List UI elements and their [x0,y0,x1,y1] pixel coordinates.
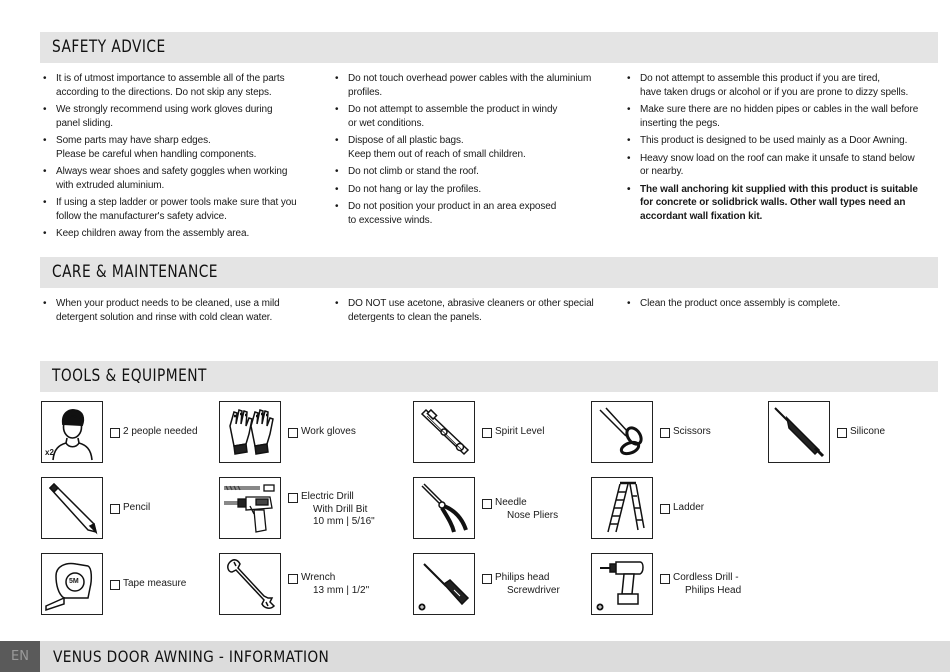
bullet-line: • Do not hang or lay the profiles. [348,183,481,195]
safety-column-3 [627,72,927,227]
bullet-line: • If using a step ladder or power tools make sure that you [56,197,297,208]
tool-label [301,426,356,439]
tool-label-line: Work gloves [301,426,356,437]
bullet-item [335,134,615,161]
bullet-line: have taken drugs or alcohol or if you are prone to dizzy spells. [640,86,909,98]
bullet-line: • Always wear shoes and safety goggles when working [56,166,288,177]
bullet-item [43,134,323,161]
bullet-line: • DO NOT use acetone, abrasive cleaners or other special [348,298,594,309]
care-title: CARE & MAINTENANCE [52,262,218,282]
care-column-1 [43,297,323,328]
tool-label-line: Philips Head [685,584,742,596]
tool-label [301,491,375,529]
tool-label-line: Spirit Level [495,426,545,437]
ladder-icon [591,477,653,539]
checkbox-scissors[interactable] [660,428,670,438]
work-gloves-icon [219,401,281,463]
bullet-line: profiles. [348,86,383,98]
bullet-line: • Do not attempt to assemble this product if you are tired, [640,73,880,84]
bullet-line: • Clean the product once assembly is complete. [640,298,841,309]
bullet-line: Please be careful when handling components. [56,148,257,160]
needle-nose-pliers-icon [413,477,475,539]
bullet-line: or nearby. [640,166,684,177]
tool-label-line: 2 people needed [123,426,198,437]
checkbox-pencil[interactable] [110,504,120,514]
bullet-item [627,183,927,224]
checkbox-silicone[interactable] [837,428,847,438]
checkbox-drill[interactable] [288,493,298,503]
tool-label-line: 13 mm | 1/2" [313,584,370,596]
bullet-item [627,297,927,311]
language-tab[interactable]: EN [0,641,40,672]
bullet-line: • Make sure there are no hidden pipes or cables in the wall before [640,104,919,115]
care-column-2 [335,297,615,328]
tool-label-line: 10 mm | 5/16" [313,516,375,527]
bullet-item [627,134,927,148]
bullet-line: panel sliding. [56,117,113,129]
tool-label-line: Nose Pliers [507,509,559,521]
footer-title: VENUS DOOR AWNING - INFORMATION [53,647,330,666]
safety-column-1 [43,72,323,245]
bullet-item [43,297,323,324]
scissors-icon [591,401,653,463]
care-column-3 [627,297,927,315]
checkbox-tape[interactable] [110,580,120,590]
bullet-item [43,103,323,130]
tool-label [123,426,198,439]
checkbox-screwdriver[interactable] [482,574,492,584]
tool-label-line: Wrench [301,572,336,583]
tool-label [850,426,885,439]
tool-label-line: Silicone [850,426,886,437]
bullet-line: • Do not position your product in an area exposed [348,201,557,212]
tool-label-line: Electric Drill [301,491,354,502]
bullet-line: • Heavy snow load on the roof can make it unsafe to stand below [640,152,915,164]
tools-title: TOOLS & EQUIPMENT [52,366,207,386]
checkbox-wrench[interactable] [288,574,298,584]
bullet-item [335,200,615,227]
bullet-line: for concrete or solidbrick walls. Other wall types need an [640,197,906,208]
bullet-line: • Do not attempt to assemble the product in windy [348,104,558,115]
bullet-item [43,165,323,192]
bullet-item [335,103,615,130]
tool-label-line: Tape measure [123,578,187,589]
bullet-item [627,72,927,99]
person-icon [41,401,103,463]
bullet-line: detergent solution and rinse with cold clean water. [56,311,273,323]
bullet-item [335,297,615,324]
tool-label-line: Ladder [673,502,705,513]
bullet-line: • Keep children away from the assembly area. [56,228,250,239]
bullet-line: or wet conditions. [348,117,425,129]
bullet-item [335,72,615,99]
tool-label [301,572,369,597]
footer [0,641,950,672]
bullet-item [335,165,615,179]
cordless-drill-icon [591,553,653,615]
bullet-item [627,103,927,130]
screwdriver-icon [413,553,475,615]
bullet-item [43,72,323,99]
checkbox-level[interactable] [482,428,492,438]
safety-header [40,32,938,63]
tool-label [123,502,150,515]
bullet-line: • The wall anchoring kit supplied with this product is suitable [640,183,918,195]
bullet-line: • It is of utmost importance to assemble all of the parts [56,73,285,84]
spirit-level-icon [413,401,475,463]
tools-header [40,361,938,392]
safety-column-2 [335,72,615,231]
tool-label-line: Pencil [123,502,151,513]
bullet-line: • When your product needs to be cleaned, use a mild [56,298,280,309]
safety-title: SAFETY ADVICE [52,37,166,57]
bullet-line: inserting the pegs. [640,117,720,129]
bullet-item [627,152,927,179]
tool-label [495,572,560,597]
electric-drill-icon [219,477,281,539]
bullet-item [43,227,323,241]
tool-label [673,426,711,439]
checkbox-gloves[interactable] [288,428,298,438]
checkbox-pliers[interactable] [482,499,492,509]
bullet-line: • Some parts may have sharp edges. [56,135,211,146]
tool-label [673,572,741,597]
tool-label-line: Scissors [673,426,711,437]
tool-label [495,426,544,439]
bullet-line: • We strongly recommend using work gloves during [56,104,273,115]
bullet-line: • Do not climb or stand the roof. [348,166,479,177]
bullet-line: detergents to clean the panels. [348,311,482,323]
tape-measure-icon [41,553,103,615]
bullet-line: • This product is designed to be used mainly as a Door Awning. [640,135,908,146]
tool-label [673,502,704,515]
bullet-line: to excessive winds. [348,214,433,226]
wrench-icon [219,553,281,615]
bullet-line: • Dispose of all plastic bags. [348,135,464,146]
silicone-gun-icon [768,401,830,463]
bullet-line: according to the directions. Do not skip any steps. [56,86,272,98]
bullet-item [43,196,323,223]
checkbox-ladder[interactable] [660,504,670,514]
tool-label-line: Screwdriver [507,584,560,596]
bullet-item [335,183,615,197]
care-header [40,257,938,288]
tool-label-line: Needle [495,497,527,508]
bullet-line: • Do not touch overhead power cables with the aluminium [348,73,592,84]
checkbox-cordless[interactable] [660,574,670,584]
people-count-badge: x2 [45,448,54,457]
checkbox-people[interactable] [110,428,120,438]
tool-label-line: Cordless Drill - [673,572,739,583]
bullet-line: Keep them out of reach of small children. [348,148,526,160]
bullet-line: accordant wall fixation kit. [640,210,763,222]
tool-label [495,497,558,522]
tape-length-badge: 5M [69,578,79,585]
bullet-line: with extruded aluminium. [56,179,165,191]
pencil-icon [41,477,103,539]
tool-label-line: With Drill Bit [313,503,368,515]
tool-label [123,578,186,591]
tool-label-line: Philips head [495,572,550,583]
bullet-line: follow the manufacturer's safety advice. [56,210,227,222]
